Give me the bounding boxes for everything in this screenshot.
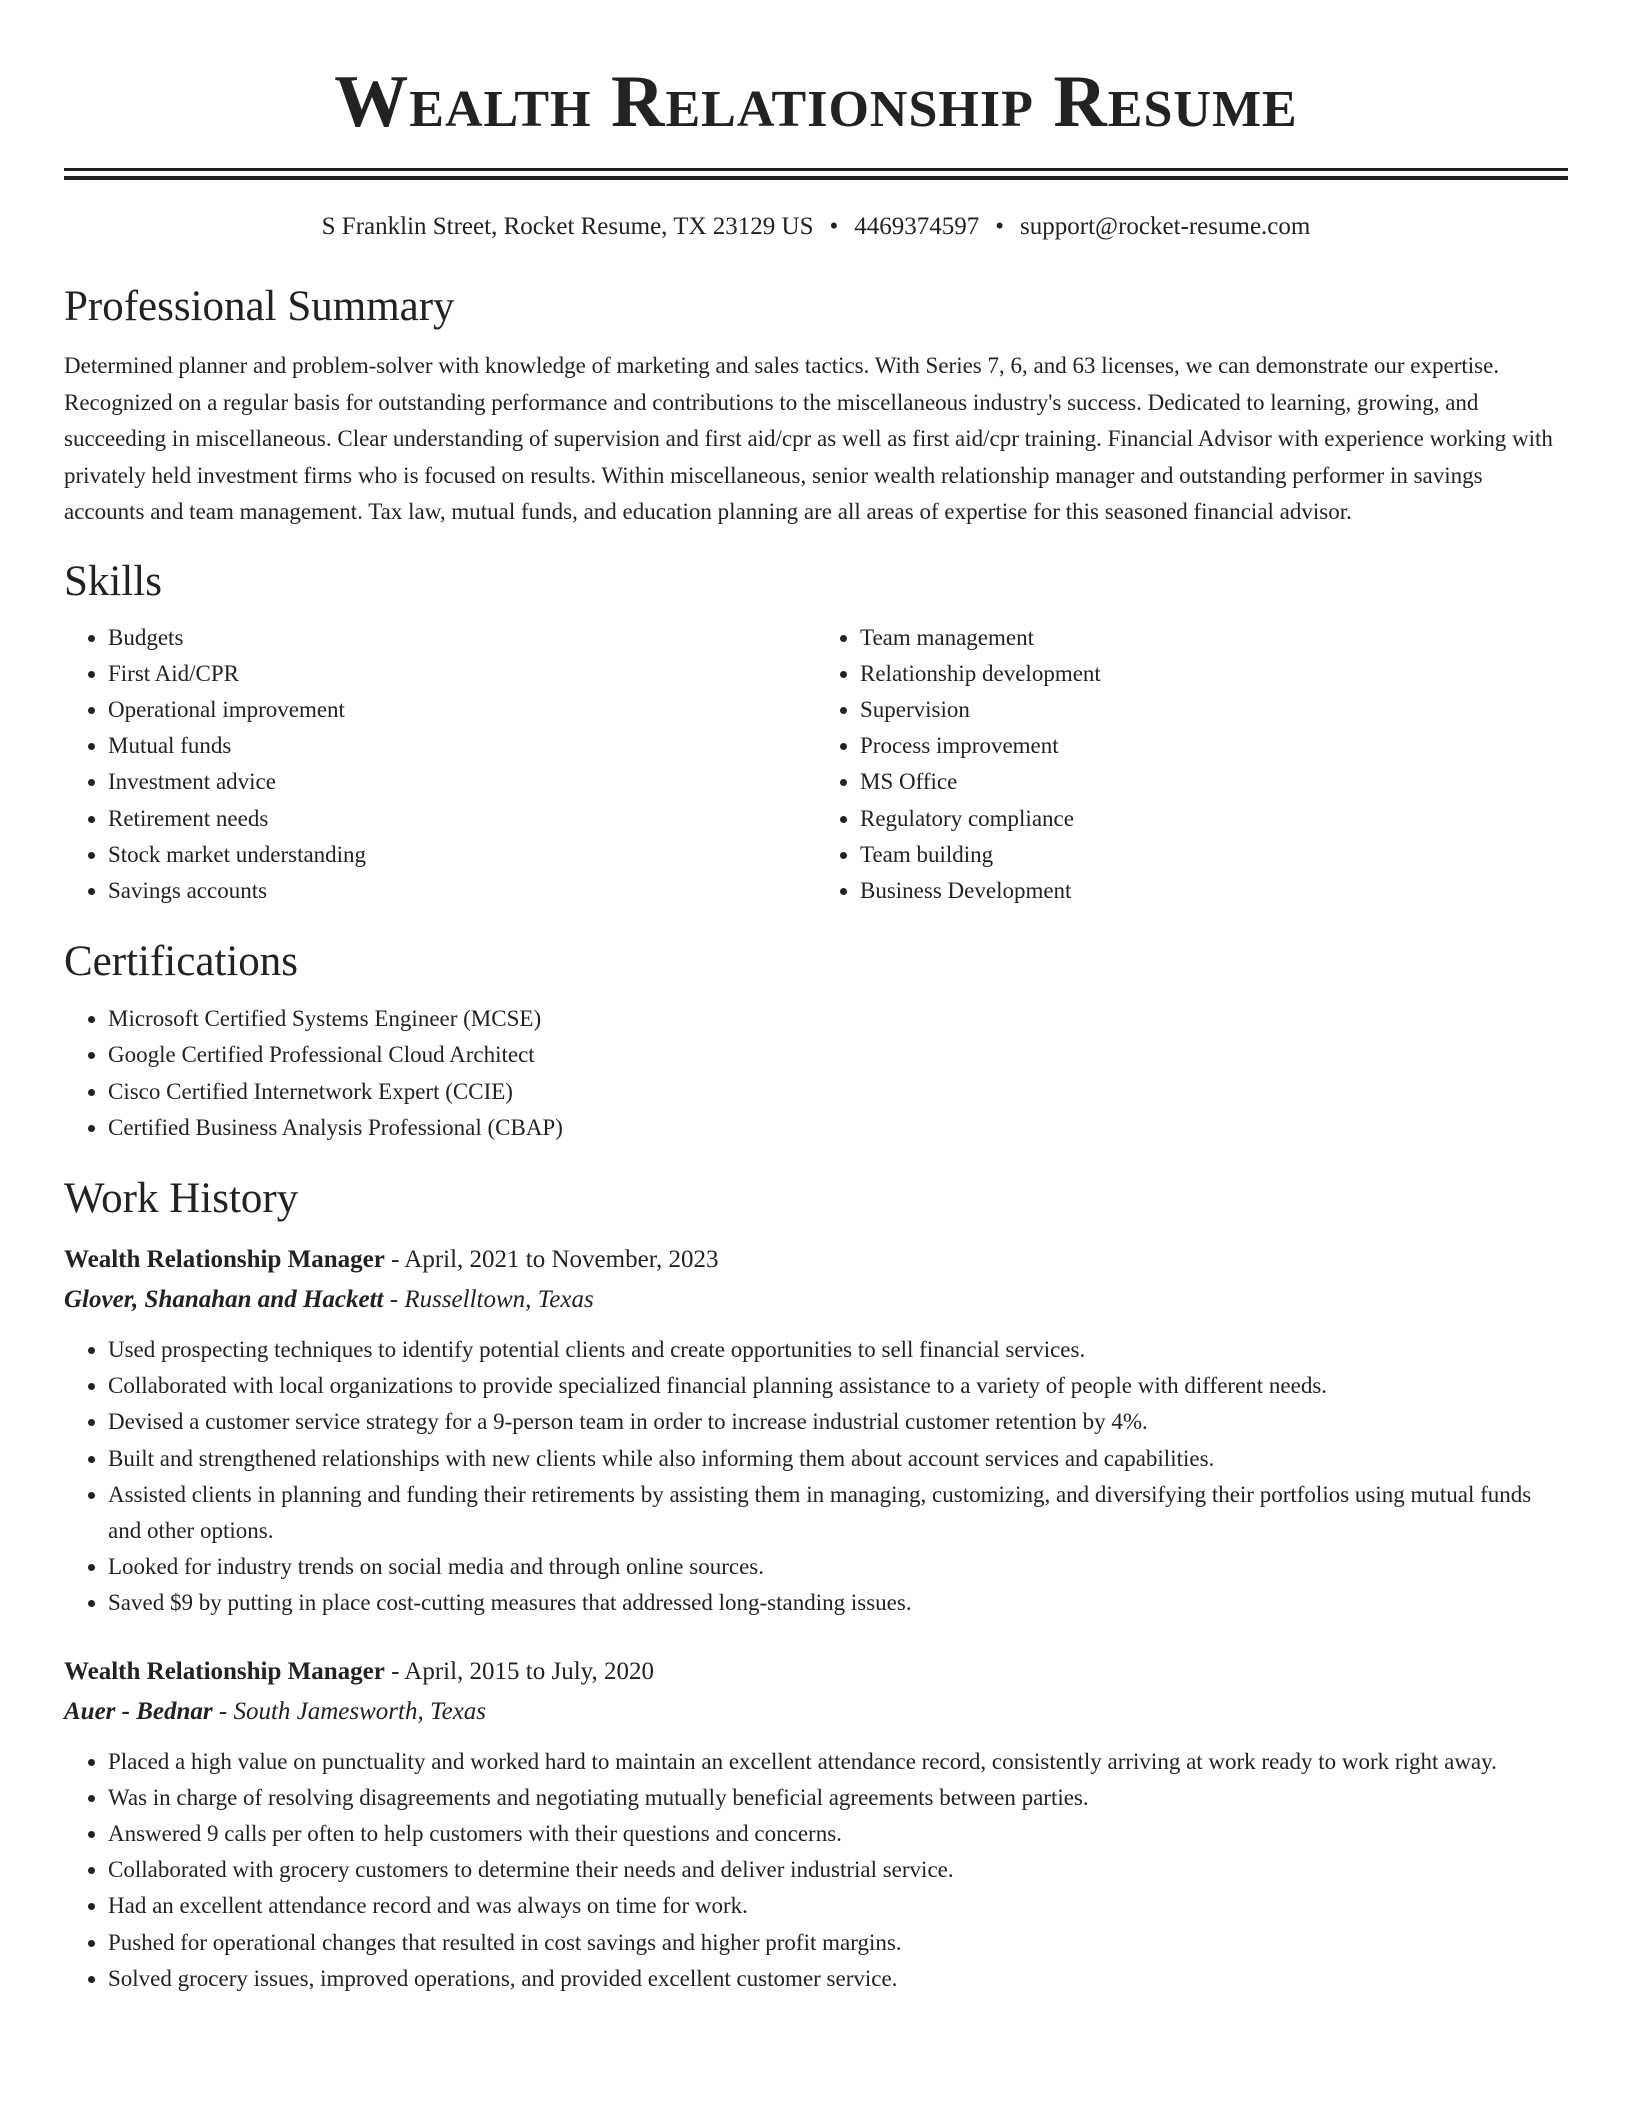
skills-list-left — [64, 620, 816, 910]
certification-item: • Microsoft Certified Systems Engineer (MCSE) — [108, 1001, 1568, 1037]
contact-separator: • — [829, 213, 839, 240]
job-entry-1 — [64, 1240, 1568, 1622]
skill-item: • Stock market understanding — [108, 837, 816, 873]
job-bullet: • Saved $9 by putting in place cost-cutting measures that addressed long-standing issues. — [108, 1585, 1568, 1621]
job-company: Auer - Bednar — [64, 1697, 213, 1725]
skills-heading: Skills — [64, 557, 162, 605]
job-title-line — [64, 1652, 1568, 1692]
certification-item: • Certified Business Analysis Professional (CBAP) — [108, 1110, 1568, 1146]
job-bullets — [64, 1744, 1568, 1997]
job-bullet: • Answered 9 calls per often to help customers with their questions and concerns. — [108, 1816, 1568, 1852]
job-company-line — [64, 1280, 1568, 1320]
contact-separator: • — [995, 213, 1005, 240]
skill-item: • Relationship development — [860, 656, 1568, 692]
skill-item: • Operational improvement — [108, 692, 816, 728]
skill-item: • Mutual funds — [108, 728, 816, 764]
skill-item: • Budgets — [108, 620, 816, 656]
job-bullet: • Devised a customer service strategy for a 9-person team in order to increase industrial customer retention by 4%. — [108, 1404, 1568, 1440]
skill-item: • Team building — [860, 837, 1568, 873]
contact-email: support@rocket-resume.com — [1020, 213, 1311, 240]
contact-line — [64, 210, 1568, 244]
job-company: Glover, Shanahan and Hackett — [64, 1285, 384, 1313]
job-dates: - April, 2021 to November, 2023 — [384, 1245, 719, 1273]
certifications-list — [64, 1001, 1568, 1146]
title-divider-top — [64, 168, 1568, 171]
job-bullet: • Pushed for operational changes that resulted in cost savings and higher profit margins. — [108, 1925, 1568, 1961]
certification-item: • Cisco Certified Internetwork Expert (CCIE) — [108, 1074, 1568, 1110]
job-bullet: • Collaborated with grocery customers to determine their needs and deliver industrial service. — [108, 1852, 1568, 1888]
job-bullet: • Collaborated with local organizations to provide specialized financial planning assistance to a variety of people with different needs. — [108, 1368, 1568, 1404]
job-bullet: • Placed a high value on punctuality and worked hard to maintain an excellent attendance record, consistently arriving at work ready to work right away. — [108, 1744, 1568, 1780]
skill-item: • First Aid/CPR — [108, 656, 816, 692]
job-bullet: • Built and strengthened relationships with new clients while also informing them about account services and capabilities. — [108, 1441, 1568, 1477]
skill-item: • Supervision — [860, 692, 1568, 728]
skill-item: • MS Office — [860, 764, 1568, 800]
skill-item: • Regulatory compliance — [860, 801, 1568, 837]
title-divider-bottom — [64, 176, 1568, 180]
skill-item: • Process improvement — [860, 728, 1568, 764]
skill-item: • Team management — [860, 620, 1568, 656]
skill-item: • Business Development — [860, 873, 1568, 909]
skills-list-right — [816, 620, 1568, 910]
job-bullet: • Solved grocery issues, improved operations, and provided excellent customer service. — [108, 1961, 1568, 1997]
job-bullets — [64, 1332, 1568, 1622]
skill-item: • Retirement needs — [108, 801, 816, 837]
job-entry-2 — [64, 1652, 1568, 1997]
skill-item: • Investment advice — [108, 764, 816, 800]
skill-item: • Savings accounts — [108, 873, 816, 909]
job-company-line — [64, 1692, 1568, 1732]
certifications-heading: Certifications — [64, 938, 299, 986]
contact-address: S Franklin Street, Rocket Resume, TX 23129 US — [321, 213, 814, 240]
job-bullet: • Was in charge of resolving disagreements and negotiating mutually beneficial agreements between parties. — [108, 1780, 1568, 1816]
skills-columns — [64, 620, 1568, 910]
certification-item: • Google Certified Professional Cloud Architect — [108, 1037, 1568, 1073]
job-location: - South Jamesworth, Texas — [212, 1697, 487, 1725]
job-bullet: • Assisted clients in planning and funding their retirements by assisting them in managing, customizing, and diversifying their portfolios using mutual funds and other options. — [108, 1477, 1568, 1549]
contact-phone: 4469374597 — [854, 213, 980, 240]
work-history-heading: Work History — [64, 1174, 299, 1222]
resume-title: Wealth Relationship Resume — [334, 61, 1298, 143]
job-dates: - April, 2015 to July, 2020 — [384, 1657, 655, 1685]
job-title: Wealth Relationship Manager — [64, 1245, 385, 1273]
job-title-line — [64, 1240, 1568, 1280]
job-bullet: • Had an excellent attendance record and was always on time for work. — [108, 1888, 1568, 1924]
job-location: - Russelltown, Texas — [383, 1285, 594, 1313]
summary-text: Determined planner and problem-solver with knowledge of marketing and sales tactics. With Series 7, 6, and 63 licenses, we can demonstrate our expertise. Recognized on a regular basis for outstanding performance and contributions to the miscellaneous industry's success. Dedicated to learning, growing, and succeeding in miscellaneous. Clear understanding of supervision and first aid/cpr as well as first aid/cpr training. Financial Advisor with experience working with privately held investment firms who is focused on results. Within miscellaneous, senior wealth relationship manager and outstanding performer in savings accounts and team management. Tax law, mutual funds, and education planning are all areas of expertise for this seasoned financial advisor. — [64, 353, 1553, 524]
job-bullet: • Looked for industry trends on social media and through online sources. — [108, 1549, 1568, 1585]
job-title: Wealth Relationship Manager — [64, 1657, 385, 1685]
job-bullet: • Used prospecting techniques to identify potential clients and create opportunities to sell financial services. — [108, 1332, 1568, 1368]
summary-heading: Professional Summary — [64, 283, 455, 330]
